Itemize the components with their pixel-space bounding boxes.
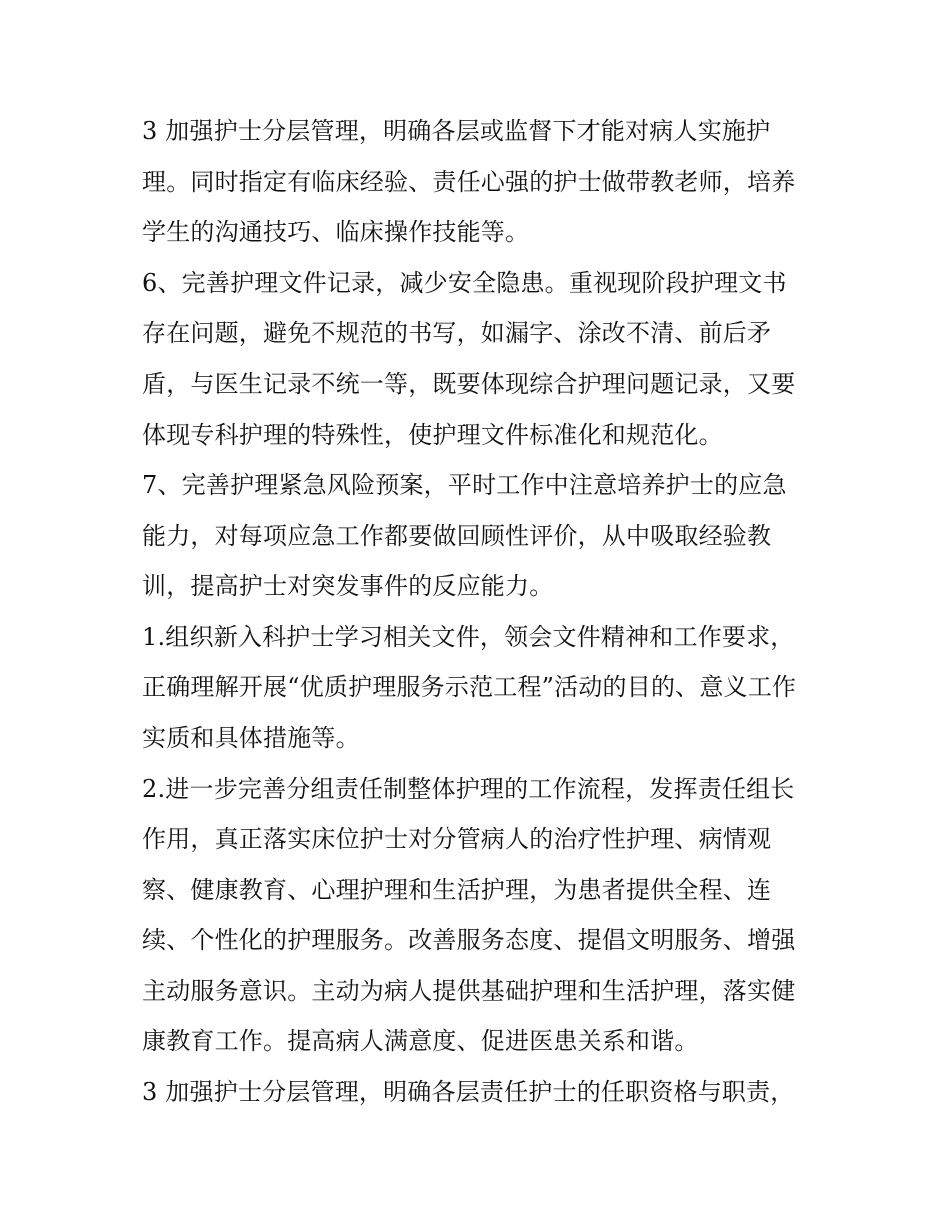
text-line: 体现专科护理的特殊性，使护理文件标准化和规范化。 <box>142 421 723 449</box>
text-line: 察、健康教育、心理护理和生活护理，为患者提供全程、连 <box>142 876 772 904</box>
text-line: 理。同时指定有临床经验、责任心强的护士做带教老师，培养 <box>142 168 796 196</box>
text-line: 训，提高护士对突发事件的反应能力。 <box>142 572 554 600</box>
text-line: 作用，真正落实床位护士对分管病人的治疗性护理、病情观 <box>142 825 772 853</box>
text-line: 盾，与医生记录不统一等，既要体现综合护理问题记录，又要 <box>142 370 796 398</box>
text-line: 学生的沟通技巧、临床操作技能等。 <box>142 218 530 246</box>
text-line: 2.进一步完善分组责任制整体护理的工作流程，发挥责任组长 <box>142 775 795 803</box>
text-line: 6、完善护理文件记录，减少安全隐患。重视现阶段护理文书 <box>142 269 787 297</box>
text-line: 3 加强护士分层管理，明确各层或监督下才能对病人实施护 <box>142 117 771 145</box>
text-line: 续、个性化的护理服务。改善服务态度、提倡文明服务、增强 <box>142 926 796 954</box>
text-line: 存在问题，避免不规范的书写，如漏字、涂改不清、前后矛 <box>142 319 772 347</box>
text-line: 7、完善护理紧急风险预案，平时工作中注意培养护士的应急 <box>142 471 787 499</box>
text-line: 正确理解开展“优质护理服务示范工程”活动的目的、意义工作 <box>142 673 797 701</box>
text-line: 能力，对每项应急工作都要做回顾性评价，从中吸取经验教 <box>142 522 772 550</box>
text-line: 1.组织新入科护士学习相关文件，领会文件精神和工作要求， <box>142 623 795 651</box>
text-line: 实质和具体措施等。 <box>142 724 360 752</box>
text-line: 康教育工作。提高病人满意度、促进医患关系和谐。 <box>142 1027 699 1055</box>
text-line: 主动服务意识。主动为病人提供基础护理和生活护理，落实健 <box>142 977 796 1005</box>
text-line: 3 加强护士分层管理，明确各层责任护士的任职资格与职责， <box>142 1078 795 1106</box>
